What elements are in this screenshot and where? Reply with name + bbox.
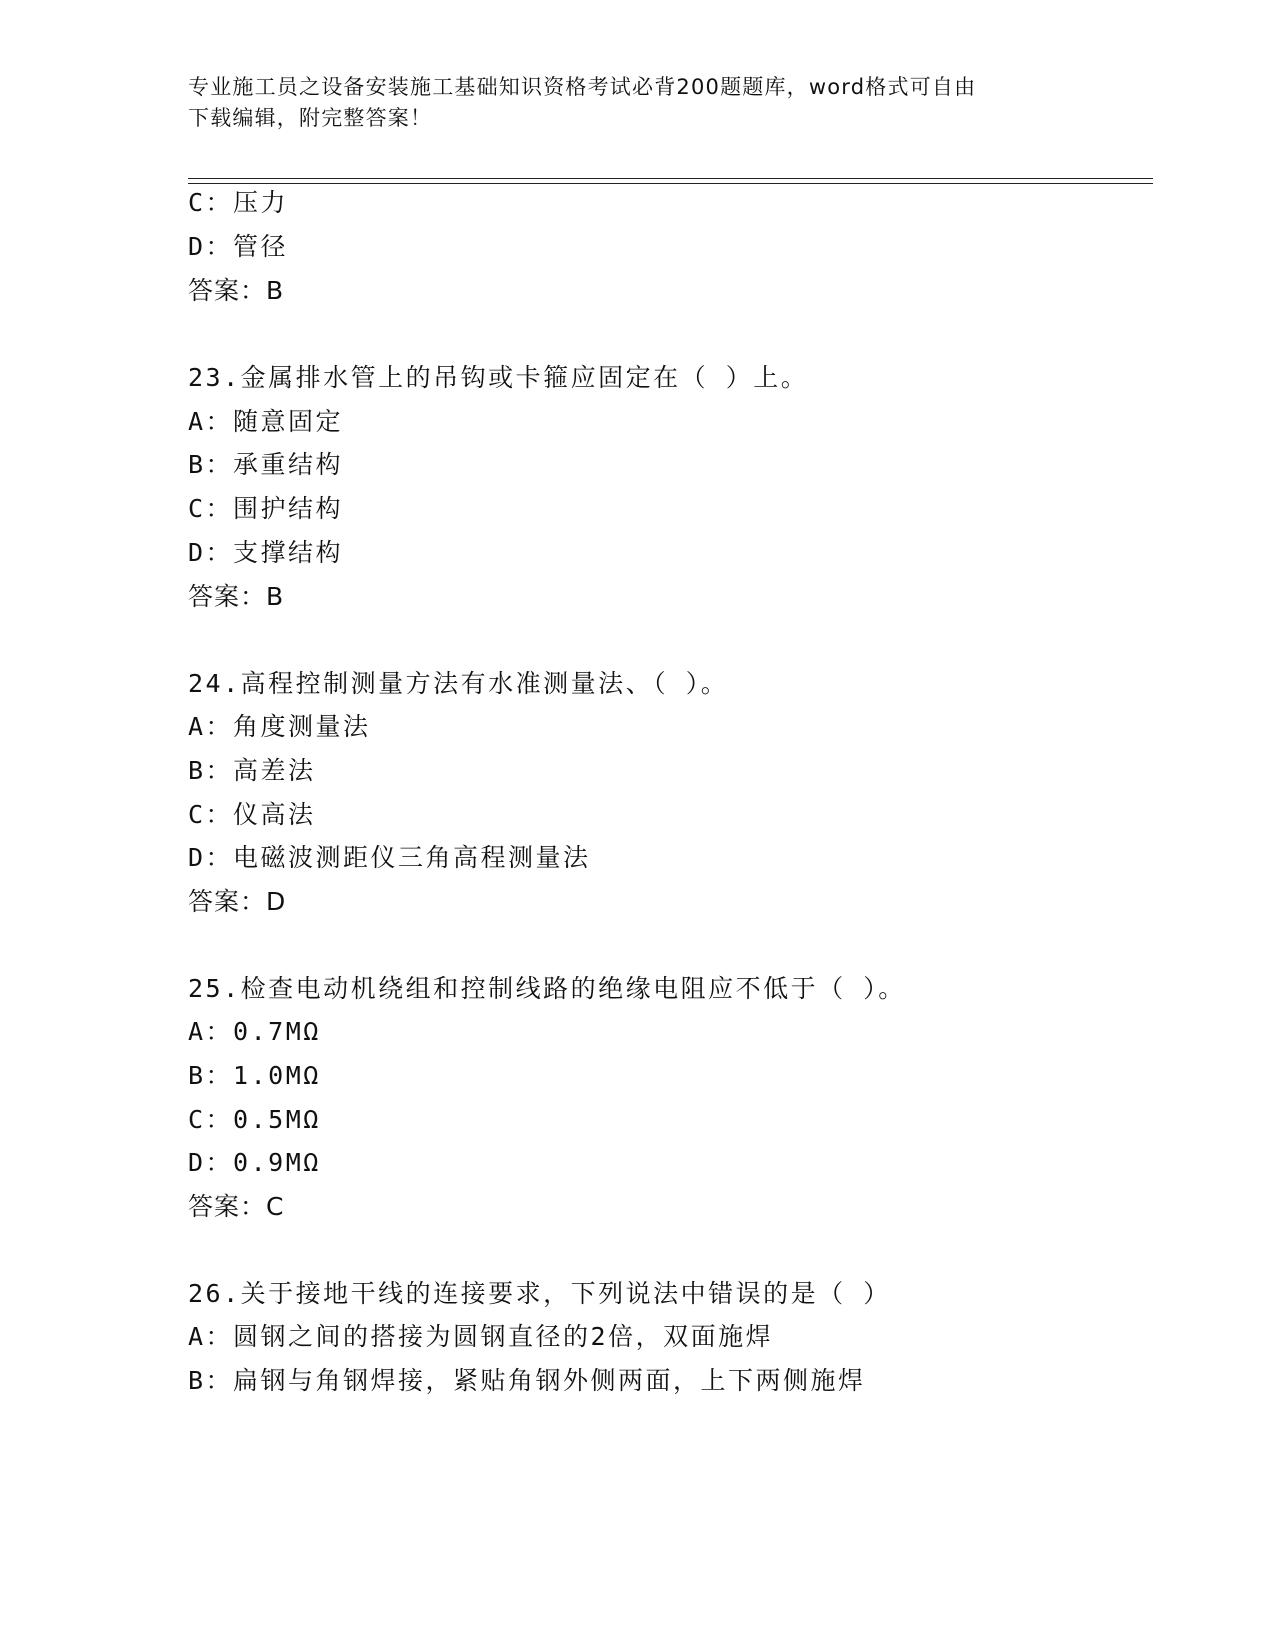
answer-line: 答案：C [188, 1192, 285, 1221]
option-line: B：1.0MΩ [188, 1061, 321, 1090]
option-line: A：角度测量法 [188, 712, 371, 741]
answer-line: 答案：D [188, 887, 287, 916]
question-stem: 24.高程控制测量方法有水准测量法、（ ）。 [188, 669, 729, 698]
header-line-2: 下载编辑，附完整答案！ [188, 106, 433, 130]
option-line: C：仪高法 [188, 800, 316, 829]
option-line: C：压力 [188, 188, 289, 217]
option-line: A：随意固定 [188, 407, 344, 436]
question-stem: 23.金属排水管上的吊钩或卡箍应固定在（ ）上。 [188, 363, 809, 392]
option-line: C：0.5MΩ [188, 1105, 321, 1134]
option-line: B：承重结构 [188, 450, 344, 479]
option-line: B：扁钢与角钢焊接，紧贴角钢外侧两面，上下两侧施焊 [188, 1366, 866, 1395]
header-line-1: 专业施工员之设备安装施工基础知识资格考试必背200题题库，word格式可自由 [188, 75, 977, 99]
header-divider-bottom [188, 183, 1153, 184]
answer-line: 答案：B [188, 582, 285, 611]
option-line: D：0.9MΩ [188, 1148, 321, 1177]
option-line: B：高差法 [188, 756, 316, 785]
option-line: A：圆钢之间的搭接为圆钢直径的2倍，双面施焊 [188, 1322, 774, 1351]
option-line: C：围护结构 [188, 494, 344, 523]
option-line: A：0.7MΩ [188, 1017, 321, 1046]
option-line: D：管径 [188, 232, 289, 261]
option-line: D：电磁波测距仪三角高程测量法 [188, 843, 591, 872]
question-stem: 25.检查电动机绕组和控制线路的绝缘电阻应不低于（ ）。 [188, 974, 906, 1003]
header-divider-top [188, 178, 1153, 179]
document-header [188, 72, 1088, 134]
answer-line: 答案：B [188, 276, 285, 305]
option-line: D：支撑结构 [188, 538, 344, 567]
question-stem: 26.关于接地干线的连接要求，下列说法中错误的是（ ） [188, 1279, 891, 1308]
